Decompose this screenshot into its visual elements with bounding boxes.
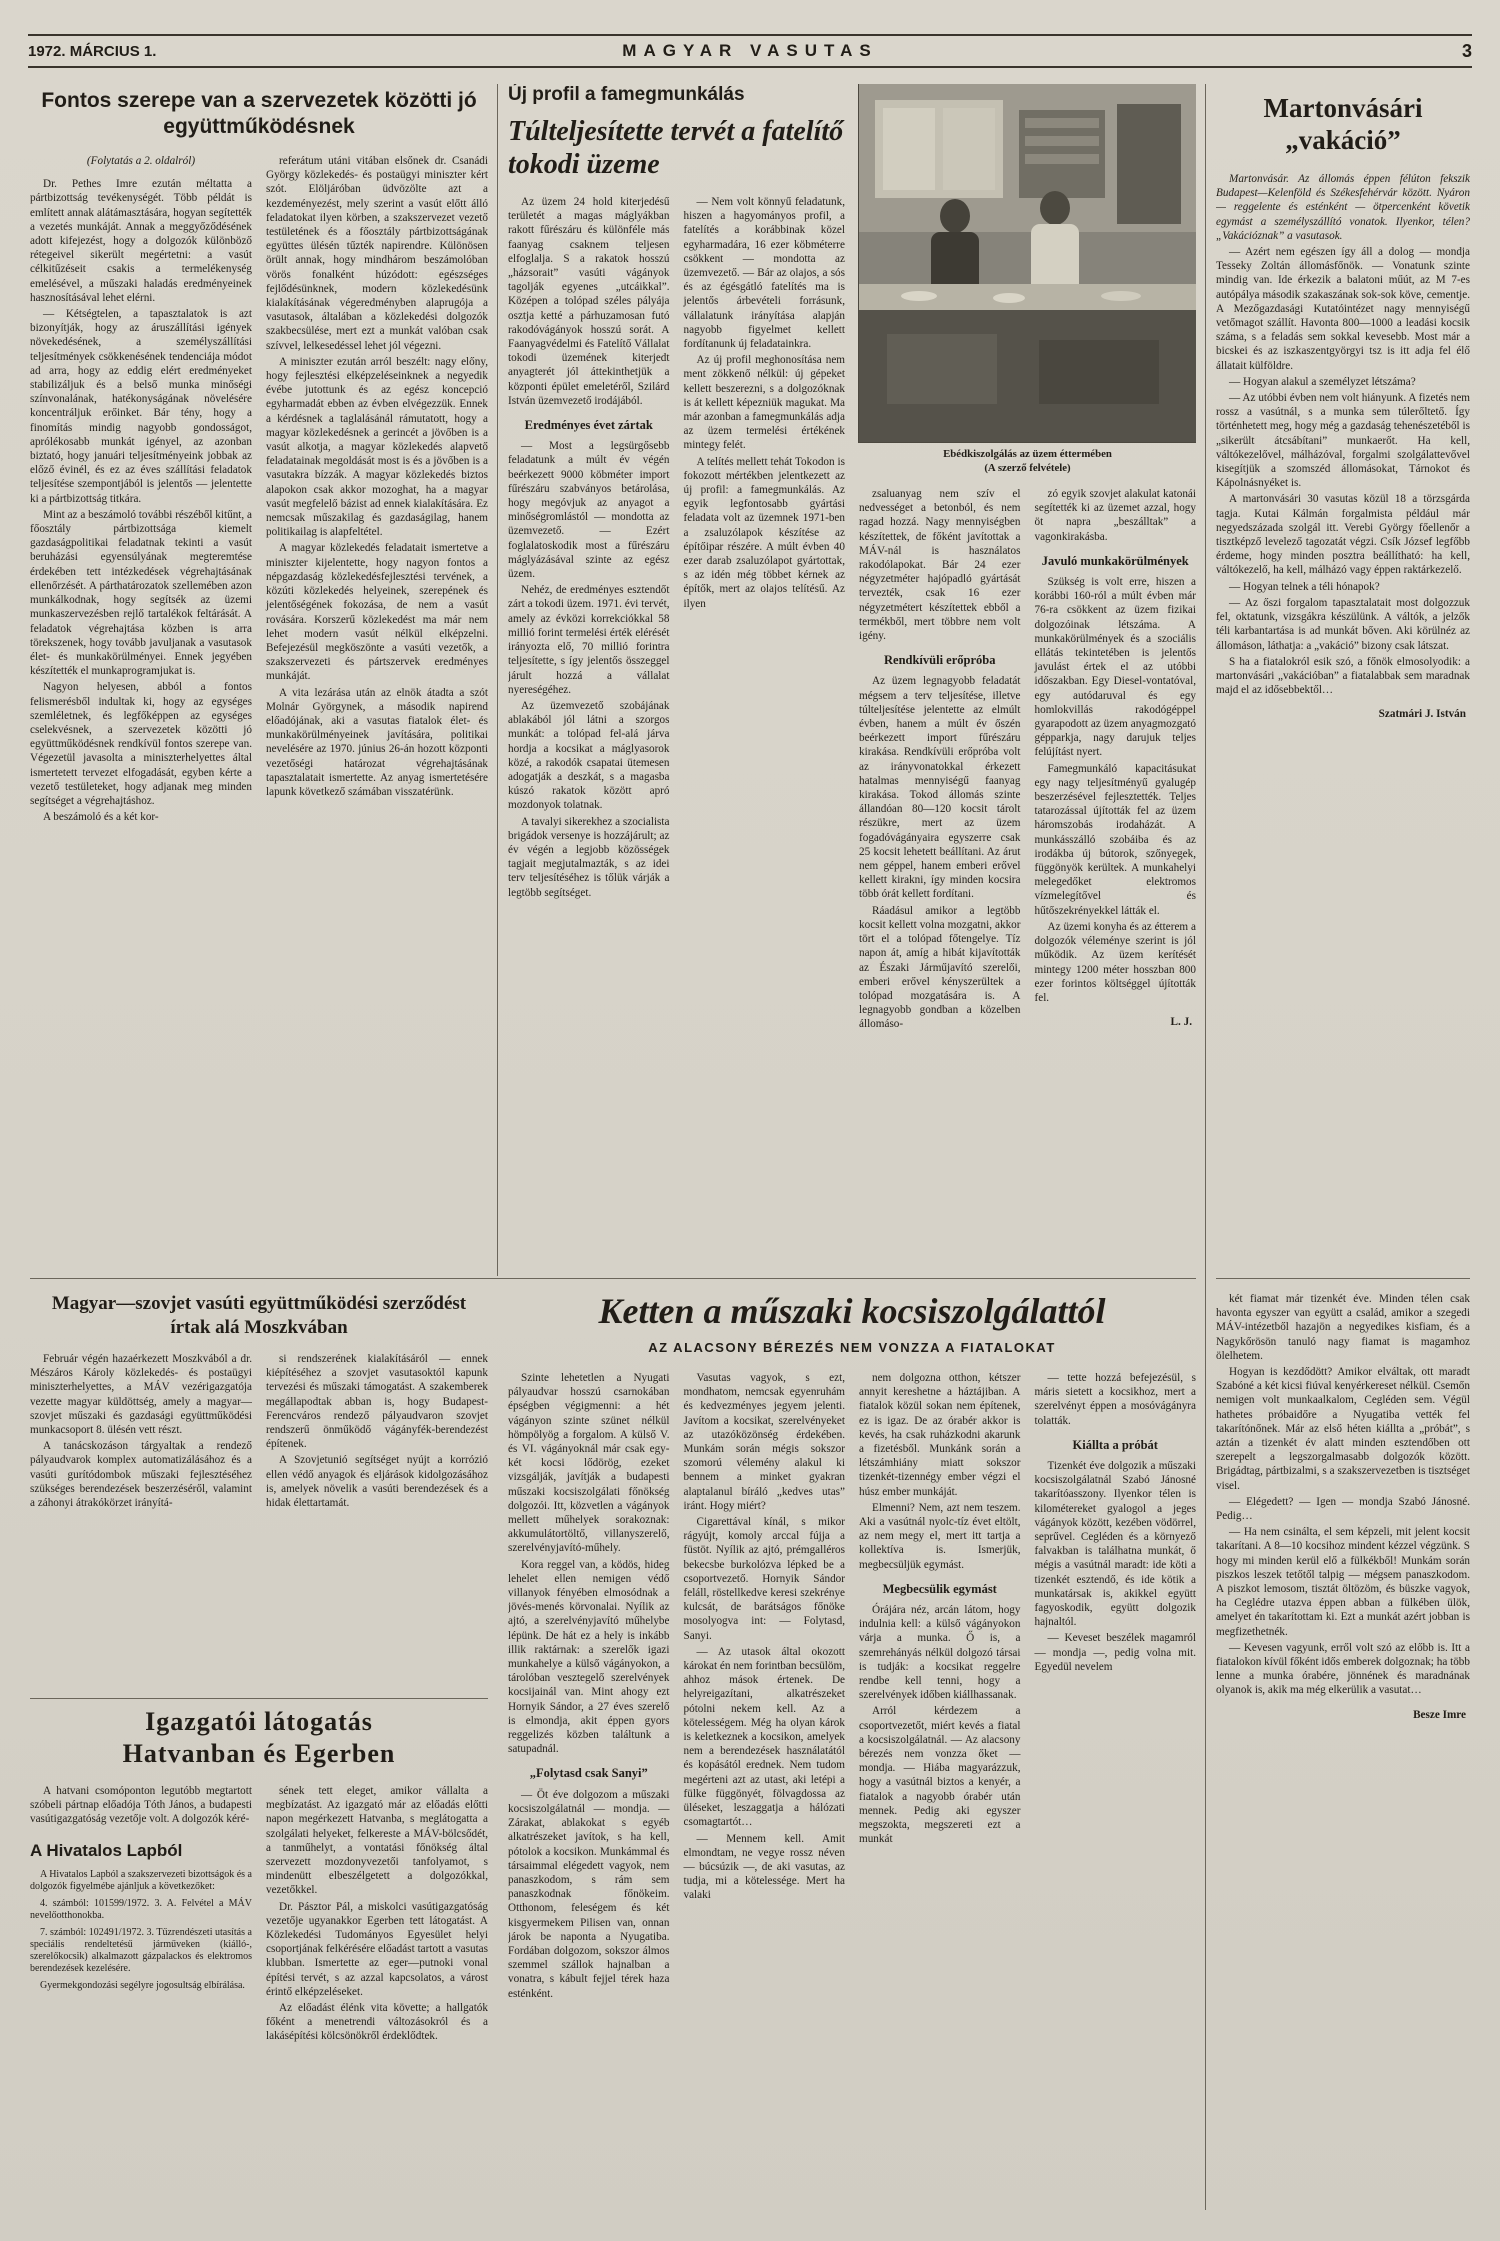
article-column [266,154,488,826]
paragraph: Dr. Pethes Imre ezután méltatta a pártbizottság tevékenységét. Több példát is említett annak alátámasztására, hogyan segítették a vezetés munkáját. Annak a meggyőződésének adott kifejezést, hogy a dolgozók különböző rétegeivel sikerült megértetni: a vasút célkitűzéseit csakis a termelékenység emelésével, a műszaki haladás eredményeinek hasznosításával lehet elérni. [30,178,252,304]
article-column [859,1371,1021,2003]
article-column [30,1352,252,1512]
article-cooperation [30,84,488,1274]
paragraph: Az üzemi konyha és az étterem a dolgozók véleménye szerint is jól működik. Az üzem kerítését mintegy 1200 méter hosszban 800 ezer forintos költséggel újították fel. [1034,920,1196,1004]
headline-line1: Igazgatói látogatás [145,1707,373,1736]
continuation-note: (Folytatás a 2. oldalról) [86,155,196,167]
paragraph: Martonvásár. Az állomás éppen félúton fekszik Budapest—Kelenföld és Székesfehérvár között. Nyáron — reggelente és esténként — ötpercenként követik egymást a személyszállító vonatok. Ilyenkor, télen? „Vakációznak” a vasutasok. [1216,173,1470,242]
paragraph: Elmenni? Nem, azt nem teszem. Aki a vasútnál nyolc-tíz évet eltölt, az nem megy el, mert itt tartja a kollektíva is. Ismerjük, megbecsüljük egymást. [859,1501,1021,1571]
paragraph: A hatvani csomóponton legutóbb megtartott szóbeli pártnap előadója Tóth János, a budapesti vasútigazgatóság vezetője volt. A dolgozók kéré- [30,1785,252,1826]
article-column [684,195,846,902]
article-moszkva [30,1292,488,1692]
article-columns [508,195,845,902]
section-divider [1216,1278,1470,1279]
gazette-item: 7. számból: 102491/1972. 3. Tűzrendészeti utasítás a speciális rendeltetésű járműveken (kiálló-, szerelőkocsik) alkalmazott gázpalackos és elektromos berendezések kezelésére. [30,1926,252,1974]
article-signature: Szatmári J. István [1378,708,1466,721]
article-column [30,1784,252,2046]
paragraph: Az üzemvezető szobájának ablakából jól látni a szorgos munkát: a tolópad fel-alá járva hordja a kocsikat a máglyasorok közé, a rakodók csapatai ütemesen adogatják a deszkát, s a magasba kúszó rakatok között apró mozdonyok tolatnak. [508,699,670,812]
paragraph: A beszámoló és a két kor- [43,811,159,824]
paragraph: A Szovjetunió segítséget nyújt a korrózió ellen védő anyagok és eljárások kidolgozásához is, amelyek növelik a vasúti berendezések és a hidak élettartamát. [266,1454,488,1510]
article-headline [1216,92,1470,156]
headline-line2: Hatvanban és Egerben [122,1739,396,1768]
article-tokod [508,84,1196,1274]
article-headline: Ketten a műszaki kocsiszolgálattól [598,1291,1106,1331]
article-headline: Magyar—szovjet vasúti együttműködési szerződést írtak alá Moszkvában [51,1293,467,1338]
article-ketten [508,1286,1196,2210]
article-columns [30,154,488,826]
paragraph: — Most a legsürgősebb feladatunk a múlt év végén beérkezett 9000 köbméter import fűrészáru szabványos betárolása, hogy megóvjuk az anyagot a minőségromlástól — mondotta az üzemvezető. — Ezért foglalatoskodik most a fűrészáru máglyázásával szinte az egész üzem. [508,440,670,581]
article-headline: Fontos szerepe van a szervezetek közötti jó együttműködésnek [41,89,477,138]
article-column [1035,1371,1197,2003]
paragraph: A telítés mellett tehát Tokodon is fokozott mértékben jelentkezett az új profil: a famegmunkálás. Az egyik legfontosabb gyártási feladata volt az üzemnek 1971-ben a zsaluzólapok készítése az építőipar részére. A múlt évben 40 ezer darab zsaluzólapot gyártottak, s az idén még többet kérnek az építők, mert az olajos telítésű. Az ilyen [683,455,845,610]
article-left-half [508,84,845,1274]
paragraph: Tizenkét éve dolgozik a műszaki kocsiszolgálatnál Szabó Jánosné takarítóasszony. Ilyenkor télen is kilométereket gyalogol a jeges vágányok között, kezében vödörrel, seprűvel. Cegléden és a környező falvakban is találhatna munkát, ő mégis a vasútnál maradt: ide köti a tizenkét esztendő, és ide kötik a munkatársak is, akikkel együtt fagyoskodik, együtt dolgozik hajnaltól. [1034,1460,1196,1629]
paragraph: — Keveset beszélek magamról — mondja —, pedig volna mit. Egyedül nevelem [1034,1632,1196,1673]
page-header [28,34,1472,68]
article-column [684,1371,846,2003]
article-ketten-rail-column [1216,1292,1470,2207]
paragraph: Szinte lehetetlen a Nyugati pályaudvar hosszú csarnokában épségben végigmenni: a hét vágányon szinte szünet nélkül hömpölyög a forgalom. A külső V. és VI. vágányoknál már csak egy-két kocsi lődörög, ezeket vizsgálják, javítják a budapesti műszaki kocsiszolgálati főnökség dolgozói. Itt, közvetlen a vágányok mellett műhelyek sorakoznak: akkumulátortöltő, villanyszerelő, szerelvényjavító-műhely. [508,1372,670,1555]
paragraph: Famegmunkáló kapacitásukat egy nagy teljesítményű gyalugép beszerzésével fejlesztették. Teljes tatarozással újították fel az üzem háromszobás irodaházát. A munkásszálló szobáiba és az irodákba új bútorok, szőnyegek, függönyök kerültek. A munkahelyi melegedőket elektromos vízmelegítővel és hűtőszekrényekkel látták el. [1034,762,1196,917]
paragraph: Mint az a beszámoló további részéből kitűnt, a főosztály pártbizottsága kiemelt gazdaságpolitikai feladatnak tekinti a vasút beruházási egyensúlyának megteremtése érdekében tett intézkedések végrehajtásának ellenőrzését. A párthatározatok szellemében azon munkálkodnak, hogy segítsék az üzemi munkaszervezésben rejlő tartalékok feltárását. A feladatok végrehajtása közben is arra törekszenek, hogy tovább javuljanak a vasutasok élet- és munkakörülményei. Ennek jegyében készítették el munkaprogramjukat is. [30,508,252,678]
column-subhead: Eredményes évet zártak [524,418,653,433]
paragraph: — Hogyan alakul a személyzet létszáma? [1229,375,1416,388]
article-columns [30,1352,488,1512]
article-column [266,1352,488,1512]
paragraph: sének tett eleget, amikor vállalta a megbízatást. Az igazgató már az előadás előtti napon megérkezett Hatvanba, s meglátogatta a szolgálati helyeket, felkereste a MÁV-bölcsődét, a tanműhelyt, a vontatási főnökség által szervezett mozdonyvezetői tanfolyamot, s mindenütt elbeszélgetett a dolgozókkal, vezetőkkel. [266,1785,488,1897]
official-gazette-items [30,1869,252,1992]
column-divider [497,84,498,1276]
article-column [1216,172,1470,722]
paragraph: nem dolgozna otthon, kétszer annyit kereshetne a háztájiban. A fiatalok közül sokan nem építenek, ez is igaz. De az órabér akkor is kevés, ha csak ruházkodni akarunk a fizetésből. Munkánk során a létszámhiány miatt sokszor tizenkét-tizennégy ember végzi el húsz ember munkáját. [859,1372,1021,1498]
article-igazgatoi [30,1706,488,2211]
issue-date: 1972. MÁRCIUS 1. [28,42,157,60]
paragraph: zó egyik szovjet alakulat katonái segítették ki az üzemet azzal, hogy öt napra „beszálltak” a vagonkirakásba. [1034,488,1196,543]
article-signature: Besze Imre [1413,1708,1466,1721]
article-column [266,1784,488,2046]
paragraph: Arról kérdezem a csoportvezetőt, miért kevés a fiatal a kocsiszolgálatnál. — Az alacsony bérezés nem vonzza őket — mondja. — Hiába magyarázzuk, hogy a vasútnál biztos a kenyér, a fiatalok a nagyobb órabér után mennek. Pedig aki egyszer megszokta, megszereti ezt a munkát [859,1705,1021,1846]
paragraph: A miniszter ezután arról beszélt: nagy előny, hogy fejlesztési elképzeléseinknek a negyedik évébe jutottunk és az egész koncepció egyharmadát ebben az évben elvégezzük. Ennek a kérdésnek a taglalásánál rámutatott, hogy a magyar közlekedésnek a gerincét a jövőben is a vasút alkotja, a magyar közlekedés alapvető feladatainak megoldását most is és a jövőben is a vasutakra bízzák. A magyar közlekedés biztos alapokon csak akkor mozoghat, ha a magyar vasút megfelelő bázist ad ennek kialakítására. Ez nemcsak műszakilag és gazdaságilag, hanem politikailag is alapfeltétel. [266,355,488,539]
paragraph: — Mennem kell. Amit elmondtam, ne vegye rossz néven — búcsúzik —, de aki vasutas, az tudja, mi a kötelessége. Mert ha valaki [683,1832,845,1902]
article-headline [30,1706,488,1770]
paragraph: két fiamat már tizenkét éve. Minden télen csak havonta egyszer van együtt a család, amikor a szegedi MÁV-intézetből hazajön a negyedikes kisfiam, és a Nagykőrösön tanuló nagy fiamat is magamhoz ölelhetem. [1216,1293,1470,1362]
paragraph: Szükség is volt erre, hiszen a korábbi 160-ról a múlt évben már 76-ra csökkent az üzem fizikai dolgozóinak létszáma. A munkakörülmények és a szociális ellátás tekintetében is jelentős javulást értek el az utóbbi időszakban. Egy Diesel-vontatóval, egy autódaruval és egy homlokvillás rakodógéppel gyarapodott az üzem anyagmozgató gépparkja, nagy darujuk teljes felújítást nyert. [1034,576,1196,759]
article-right-half [859,84,1196,1274]
masthead: MAGYAR VASUTAS [622,41,878,60]
column-divider [1205,84,1206,2210]
paragraph: A tanácskozáson tárgyaltak a rendező pályaudvarok komplex automatizálásához és a vasúti gurítódombok műszaki fejlesztéséhez szükséges berendezések beszerzéséről, valamint a záhonyi átrakókörzet irányítá- [30,1440,252,1510]
paragraph: — Elégedett? — Igen — mondja Szabó Jánosné. Pedig… [1216,1495,1470,1523]
column-subhead: Megbecsülik egymást [882,1581,997,1596]
article-martonvasar [1216,84,1470,1254]
paragraph: Hogyan is kezdődött? Amikor elváltak, ott maradt Szabóné a két kicsi fiúval kenyérkereset nélkül. Csemőn nemigen volt munkaalkalom, Cegléden sem. Végül hathetes próbaidőre a Nyugatiba vették fel takarítónőnek. Már az első héten kiállta a „próbát”, s aztán a tizenkét év alatt minden esztendőben ott szerepelt a legszorgalmasabb dolgozók között. Brigádtag, pártbizalmi, s a szakszervezetben is tisztséget visel. [1216,1366,1470,1492]
article-column [30,154,252,826]
article-column [508,195,670,902]
paragraph: Cigarettával kínál, s mikor rágyújt, komoly arccal fújja a füstöt. Nyílik az ajtó, prémgalléros bekecsbe burkolózva lépked be a csoportvezető. Hornyik Sándor feláll, röstellkedve keresi szekrénye kulcsát, de barátságos főnöke mosolyogva int: — Folytasd, Sanyi. [683,1516,845,1642]
canteen-photo-image [859,84,1196,442]
paragraph: si rendszerének kialakításáról — ennek kiépítéséhez a szovjet vasutasoktól kapunk tervezési és műszaki támogatást. A szakemberek megállapodtak abban is, hogy Budapest-Ferencváros rendező pályaudvaron szovjet rendszerű önműködő vágányfék-berendezést építenek. [266,1353,488,1451]
article-signature: L. J. [1170,1016,1192,1029]
paragraph: — Azért nem egészen így áll a dolog — mondja Tesseky Zoltán állomásfőnök. — Vonatunk szinte mindig van. Ide érkezik a balatoni műút, az M 7-es autópálya második szakaszának sok-sok köve, cementje. A Mezőgazdasági Kutatóintézet nagy mennyiségű vetőmagot szállít. Havonta 800—1000 a leadási kocsik száma, s a feladás sem sokkal kevesebb. Most már a bicskei és az iszkaszentgyörgyi tsz is itt adja fel élő állatait külföldre. [1216,246,1470,372]
paragraph: Órájára néz, arcán látom, hogy indulnia kell: a külső vágányokon várja a munka. Ő is, a szemrehányás nélkül dolgozó társai is tudják: a kocsikat reggelre rendbe kell tenni, hogy a szerelvények időben kiállhassanak. [859,1604,1021,1702]
article-columns [30,1784,488,2046]
paragraph: A martonvásári 30 vasutas közül 18 a törzsgárda tagja. Kutai Kálmán forgalmista például már negyedszázada szolgál itt. Verebi György főellenőr a tisztképző levelező tagozatát végzi. Csík József legfőbb érdeme, hogy minden posztra beállítható: ha kell, váltókezelő, ha kell, málházó vagy éppen raktárkezelő. [1216,493,1470,577]
paragraph: Nagyon helyesen, abból a fontos felismerésből indultak ki, hogy az egységes szemléletnek, és legfőképpen az egységes cselekvésnek, a szervezetek közötti jó együttműködésnek rendkívül fontos szerepe van. Végezetül javasolta a miniszterhelyettes által ismertetett tervezet elfogadását, egyben kérte a vezető testületeket, hogy adjanak meg minden segítséget a végrehajtáshoz. [30,681,252,807]
paragraph: A vita lezárása után az elnök átadta a szót Molnár Györgynek, a második napirend előadójának, aki a vasutas fiatalok élet- és munkakörülményeinek javítására, politikai nevelésére az 1970. június 26-án hozott központi vezetőségi határozat végrehajtásának tapasztalatait ismertette. Az anyag ismertetésére lapunk következő számában visszatérünk. [266,686,488,798]
article-column [508,1371,670,2003]
article-columns [859,487,1196,1034]
gazette-item: 4. számból: 101599/1972. 3. A. Felvétel a MÁV nevelőotthonokba. [30,1897,252,1921]
paragraph: Az üzem 24 hold kiterjedésű területét a magas máglyákban rakott fűrészáru és különféle más faanyag csaknem teljesen elfoglalja. S a rakatok hosszú „házsorait” vasúti vágányok tagolják egyenes „utcáikkal”. Középen a tolópad széles pályája osztja ketté a párhuzamosan futó rakodóvágányok hosszú sorát. A Faanyagvédelmi és Fatelítő Vállalat tokodi üzemének kiterjedt anyagterét jól áttekinthetjük a központi épület emeletéről, Szilárd István üzemvezető irodájából. [508,196,670,407]
article-headline: Túlteljesítette tervét a fatelítő tokodi üzeme [508,116,844,180]
article-paragraphs [30,1784,252,1827]
column-subhead: „Folytasd csak Sanyi” [529,1766,648,1781]
photo-caption-line1: Ebédkiszolgálás az üzem éttermében [943,448,1112,460]
paragraph: referátum utáni vitában elsőnek dr. Csanádi György közlekedés- és postaügyi miniszter kért szót. Elöljáróban üdvözölte azt a kezdeményezést, mely szerint a vasút előtt álló feladatokat ilyen körben, a szakszervezet vezető testületének és a főosztály pártbizottságának együttes ülésén tűzték napirendre. Különösen örült annak, hogy mindhárom beszámolóban vörös fonalként húzódott: egészséges fejlődésünknek, modern közlekedésünk kialakításának végeredményben alaprugója a vasutasok, általában a közlekedési dolgozók szakbecsülése, mert ezt a munkát valóban csak szívvel, lelkesedéssel lehet jól végezni. [266,155,488,352]
paragraph: Ráadásul amikor a legtöbb kocsit kellett volna mozgatni, akkor tört el a tolópad főtengelye. Tíz napon át, amíg a hibát kijavították az Északi Járműjavító szerelői, emberi erővel kényszerültek a tolópad mozgatására is. A legnagyobb gondban a közelben állomáso- [859,904,1021,1031]
column-subhead: Javuló munkakörülmények [1041,553,1189,568]
column-subhead: Kiállta a próbát [1072,1437,1158,1452]
paragraph: A tavalyi sikerekhez a szocialista brigádok versenye is hozzájárult; az év végén a legjobb közösségek tagjait megjutalmazták, s az idei terv teljesítéséhez is tőlük várják a legtöbb segítséget. [508,815,670,899]
paragraph: — Öt éve dolgozom a műszaki kocsiszolgálatnál — mondja. — Zárakat, ablakokat s egyéb alkatrészeket javítok, s ha kell, pótolok a kocsikon. Munkámmal és társaimmal elégedett vagyok, nem panaszkodom, s rám sem panaszkodnak főnökeim. Otthonom, feleségem és két kisgyermekem Pilisen van, onnan járok be naponta a Nyugatiba. Fordában dolgozom, sokszor álmos szemmel szállok hajnalban a vonatra, s kábult fejjel térek haza esténként. [508,1788,670,2000]
article-deck: AZ ALACSONY BÉREZÉS NEM VONZZA A FIATALOKAT [648,1340,1056,1355]
gazette-item: A Hivatalos Lapból a szakszervezeti bizottságok és a dolgozók figyelmébe ajánljuk a következőket: [30,1868,252,1892]
paragraph: Az új profil meghonosítása nem ment zökkenő nélkül: új gépeket kellett beszerezni, s a dolgozóknak is át kellett képezniük magukat. Ma már azonban a famegmunkálás adja az üzem termelési értékének mintegy felét. [683,354,845,452]
headline-line2: „vakáció” [1285,125,1401,155]
paragraph: Kora reggel van, a ködös, hideg lehelet ellen nemigen védő villanyok fényében elmosódnak a jövés-menés körvonalai. Nyílik az ajtó, a szerelvényjavító műhelybe lépünk. De hát ez a hely is inkább illik raktárnak: a szerelők igazi munkahelye a külső vágányokon, a tárolóban vesztegelő szerelvények kocsijainál van. Mint ahogy ezt Hornyik Sándor, a 27 éves szerelő is elmondja, akit éppen gyors reggelizés közben találtunk a satupadnál. [508,1558,670,1756]
paragraph: zsaluanyag nem szív el nedvességet a betonból, és nem ragad hozzá. Nagy mennyiségben készítettek, de főként javítottak a MÁV-nál is használatos rakodólapokat. Bár 24 ezer négyzetméter hajópadló gyártását tervezték, csak 16 ezer négyzetmétert készítettek ebből a termékből, mert többre nem volt igény. [859,488,1021,643]
paragraph: — Kétségtelen, a tapasztalatok is azt bizonyítják, hogy az áruszállítási igények növekedésének, a személyszállítási teljesítmények csökkenésének tendenciája módot ad arra, hogy az eddig elért eredményeket stabilizáljuk és a belső munka minőségi színvonalának, hatékonyságának növelésére koncentráljuk erőinket. Bár tény, hogy a finomítás mindig nagyobb gondosságot, aprólékosabb munkát igényel, az azonban biztató, hogy januári teljesítményeink jobbak az előző évinél, és ez az éves szállítási feladatok teljesítése szempontjából is jelentős — jelentette ki a pártbizottság titkára. [30,308,252,505]
official-gazette-title: A Hivatalos Lapból [30,1840,183,1860]
paragraph: Nehéz, de eredményes esztendőt zárt a tokodi üzem. 1971. évi tervét, amely az évközi korrekciókkal 58 millió forint termelési érték elérését irányozta elő, 70 millió forintra teljesítette, s így jelentős összeggel járult hozzá a vállalat nyereségéhez. [508,584,670,696]
paragraph: — tette hozzá befejezésül, s máris sietett a kocsikhoz, mert a szerelvényt éppen a mosóvágányra tolatták. [1034,1372,1196,1427]
photo-caption-line2: (A szerző felvétele) [984,461,1071,474]
article-column [1035,487,1197,1034]
paragraph: — Ha nem csinálta, el sem képzeli, mit jelent kocsit takarítani. A 8—10 kocsihoz mindent kézzel végzünk. S hogy mi minden kerül elő a fülkékből! Munkám során piszkos leszek tetőtől talpig — mégsem panaszkodom. A piszkot lemosom, tisztát öltözöm, és büszke vagyok, ha Ceglédre utazva éppen abban a fülkében ülök, amelyet én takarítottam ki. Ezt a munkát azért jobban is megfizethetnék. [1216,1526,1470,1638]
paragraph: S ha a fiatalokról esik szó, a főnök elmosolyodik: a martonvásári „vakációban” a fiatalabbak sem maradnak majd el az idősebbektől… [1216,655,1470,697]
paragraph: Az üzem legnagyobb feladatát mégsem a terv teljesítése, illetve túlteljesítése jelentette az elmúlt évben, hanem a múlt év őszén beérkezett import fűrészáru kirakása. Rendkívüli erőpróba volt az irányvonatokkal érkezett hatalmas mennyiségű faanyag kirakása. Tokod állomás szinte állandóan 80—120 kocsit tárolt részükre, mert az üzem fogadóvágányaira egyszerre csak 25 kocsit lehetett beállítani. Az árut nem géppel, hanem emberi erővel kellett kirakni, így minden kocsira több órát kellett fordítani. [859,675,1021,901]
paragraph: Vasutas vagyok, s ezt, mondhatom, nemcsak egyenruhám és kedvezményes jegyem jelenti. Javítom a kocsikat, szerelvényeket az utazóközönség érdekében. Munkám során mégis sokszor szomorú vélemény alakul ki bennem a minket gyakran alaptalanul bíráló „kedves utas” iránt. Hogy miért? [683,1372,845,1512]
paragraph: — Az utóbbi évben nem volt hiányunk. A fizetés nem rossz a vasútnál, s a munka sem túlerőltető. Így történhetett meg, hogy még a gazdaság tehenészetéből is „sikerült átcsábítani” munkaerőt. Ha kell, váltókezelővel, málházóval, forgalmi szolgálattevővel kisegítjük a szomszéd állomásokat, Tárnokot és Kápolnásnyéket is. [1216,392,1470,490]
gazette-item: Gyermekgondozási segélyre jogosultság elbírálása. [40,1979,245,1991]
section-divider [30,1698,488,1699]
article-photo [859,84,1196,442]
headline-line1: Martonvásári [1263,93,1423,123]
paragraph: — Az utasok által okozott károkat én nem forintban becsülöm, ahhoz mások értenek. De helyreigazítani, alkatrészeket pótolni nekem kell. Az a kötelességem. Még ha olyan károk is keletkeznek a kocsikon, amelyek nem a berendezések használatától és kopásától erednek. Nem tudom megérteni azt az utast, aki letépi a fülke függönyét, fölvagdossa az üléseket, leszaggatja a hálózati csomagtartót… [683,1645,845,1829]
paragraph: A magyar közlekedés feladatait ismertetve a miniszter kijelentette, hogy nagyon fontos a népgazdaság közlekedésfejlesztési tervének, a közúti közlekedés helyeinek, szerepének és jelentőségének fokozása, de nem a vasút rovására. Korszerű közlekedést ma már nem lehet modern vasút nélkül elképzelni. Befejezésül megköszönte a vasúti vezetők, a szakszervezeti és pártszervek eredményes munkáját. [266,542,488,683]
paragraph: — Nem volt könnyű feladatunk, hiszen a hagyományos profil, a fatelítés a korábbinak közel egyharmadára, 16 ezer köbméterre csökkent — mondotta az üzemvezető. — Bár az olajos, a sós és az égésgátló fatelítés ma is jelentős árbevételi forrásunk, vállalatunk irányítása alapján nagyobb figyelmet kellett fordítanunk új feladatainkra. [683,196,845,351]
paragraph: — Hogyan telnek a téli hónapok? [1229,580,1380,593]
paragraph: — Kevesen vagyunk, erről volt szó az előbb is. Itt a fiatalokon kívül főként idős emberek dolgoznak; ha több lenne a munka órabére, jönnének és maradnának olyanok is, akik ma még elkerülik a vasutat… [1216,1641,1470,1697]
article-kicker: Új profil a famegmunkálás [508,84,745,105]
article-column [859,487,1021,1034]
paragraph: Az előadást élénk vita követte; a hallgatók főként a menetrendi változásokról és a lakásépítési kölcsönökről érdeklődtek. [266,2002,488,2043]
article-columns [508,1371,1196,2003]
paragraph: Dr. Pásztor Pál, a miskolci vasútigazgatóság vezetője ugyanakkor Egerben tett látogatást. A Közlekedési Tudományos Egyesület helyi csoportjának felkérésére előadást tartott a vasutas klubban. Ismertette az eger—putnoki vonal építési tervét, s az azzal kapcsolatos, a várost érintő elképzeléseket. [266,1900,488,1998]
page-number: 3 [1461,40,1472,61]
paragraph: — Az őszi forgalom tapasztalatait most dolgozzuk fel, oktatunk, vizsgákra készülünk. A váltók, a jelzők téli karbantartása is ad munkát bőven. Aki körülnéz az állomáson, láthatja: a „vakáció” bizony csak látszat. [1216,596,1470,652]
paragraph: Február végén hazaérkezett Moszkvából a dr. Mészáros Károly közlekedés- és postaügyi miniszterhelyettes, a MÁV vezérigazgatója vezette magyar küldöttség, amely a magyar—szovjet műszaki és gazdasági együttműködési munkacsoport 8. ülésén vett részt. [30,1353,252,1437]
section-divider [30,1278,1196,1279]
photo-caption [859,448,1196,475]
column-subhead: Rendkívüli erőpróba [884,653,996,668]
